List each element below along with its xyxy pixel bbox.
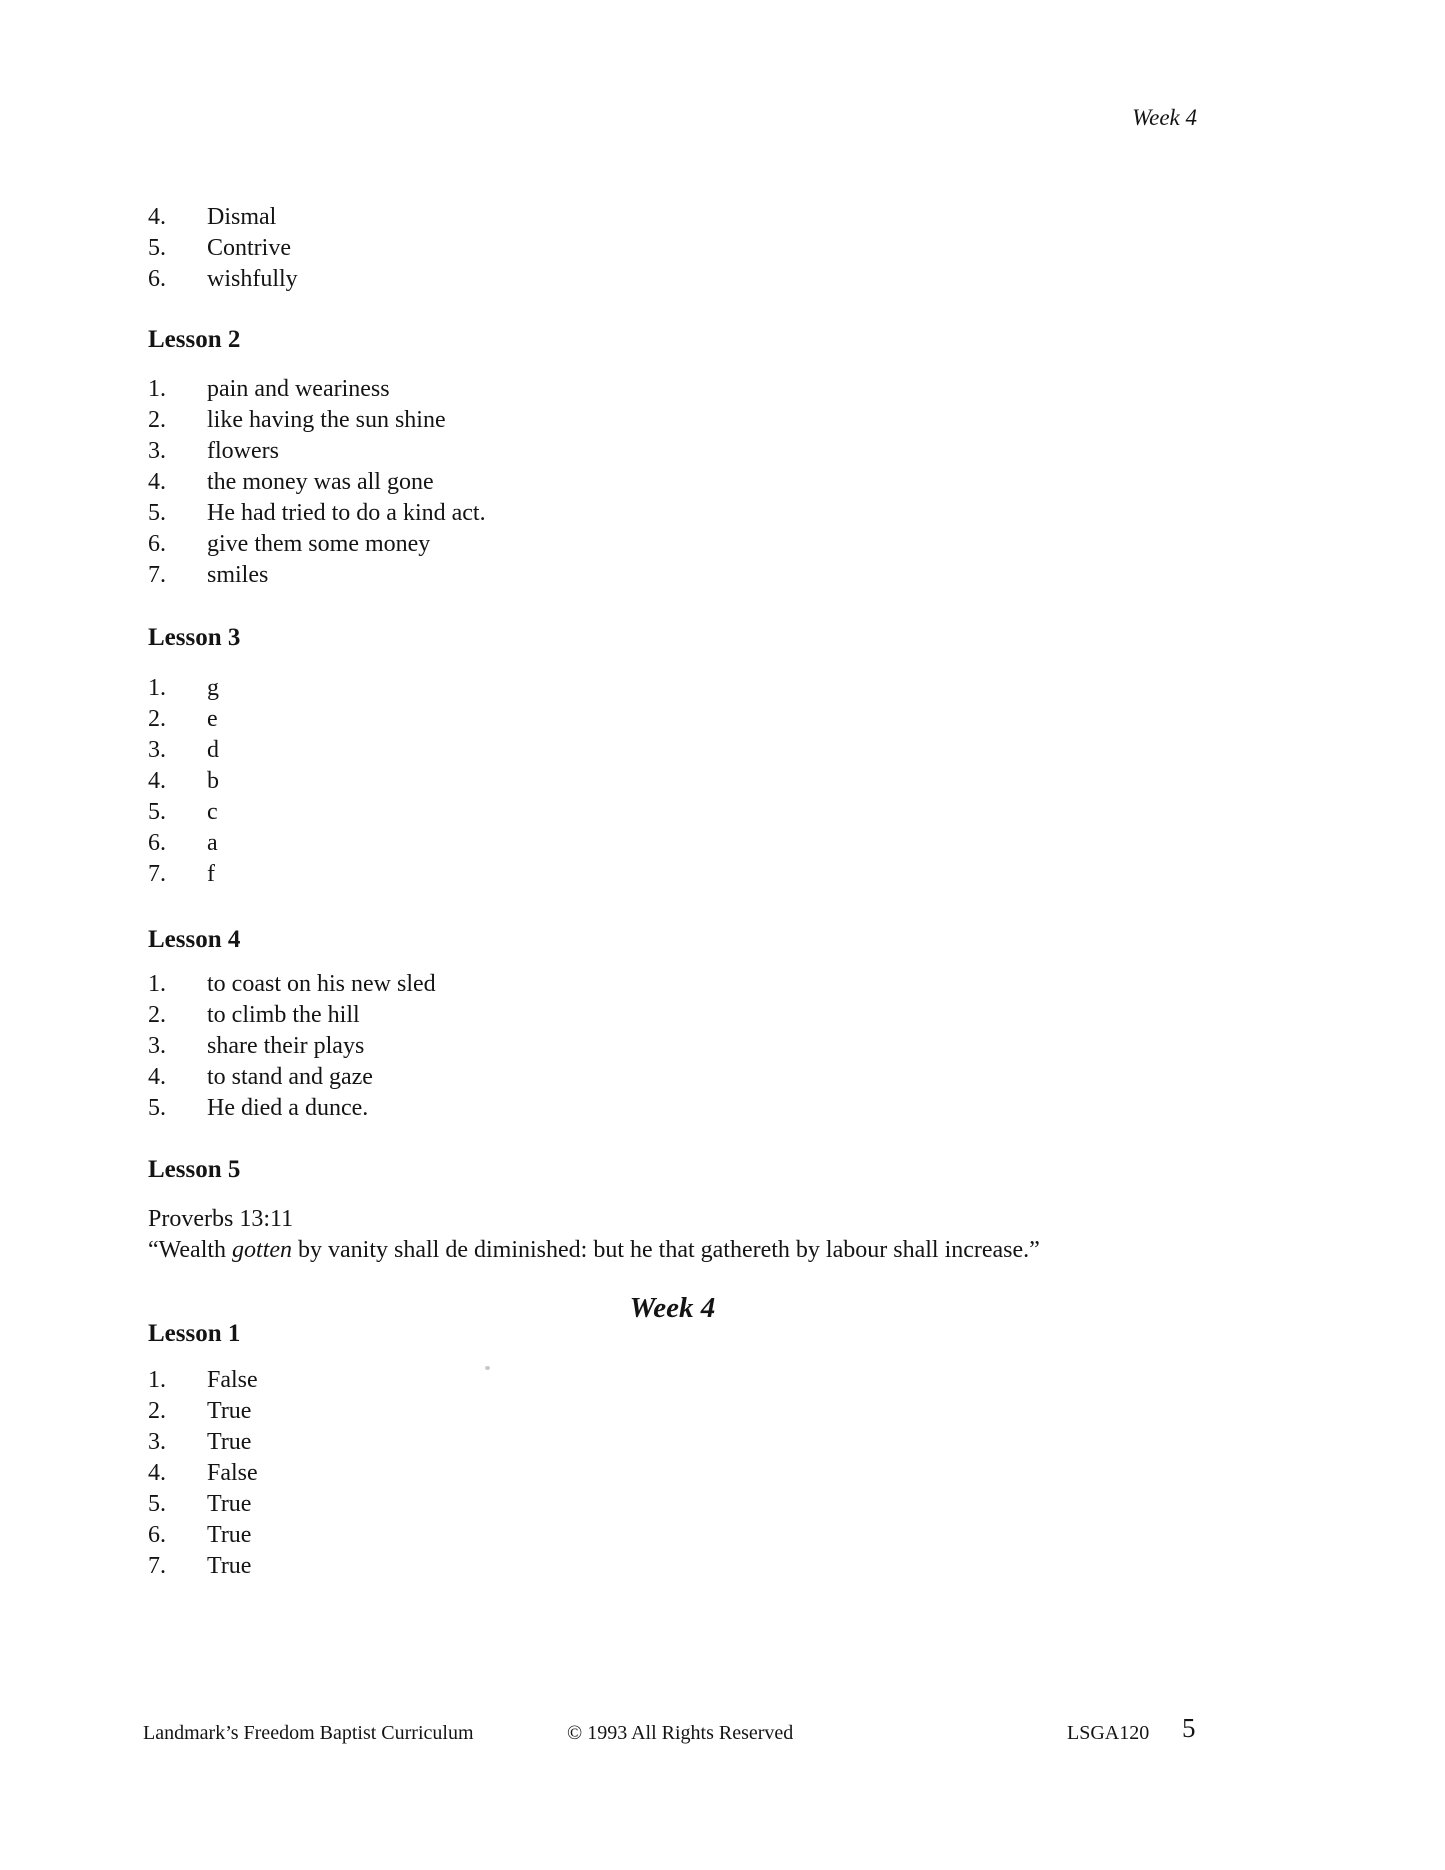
item-text: Contrive [207, 235, 291, 261]
item-number: 3. [148, 438, 166, 464]
answer-item [148, 1000, 1298, 1031]
answer-item [148, 467, 1298, 498]
item-text: the money was all gone [207, 469, 434, 495]
item-text: g [207, 675, 219, 701]
lesson-5-verse [148, 1204, 1298, 1266]
item-number: 3. [148, 1033, 166, 1059]
item-text: True [207, 1429, 252, 1455]
item-text: False [207, 1367, 258, 1393]
item-number: 5. [148, 500, 166, 526]
item-text: True [207, 1398, 252, 1424]
quote-open: “Wealth [148, 1237, 233, 1263]
item-text: Dismal [207, 204, 277, 230]
lesson-5-heading: Lesson 5 [148, 1156, 241, 1183]
item-text: b [207, 768, 219, 794]
item-number: 5. [148, 1491, 166, 1517]
item-text: True [207, 1553, 252, 1579]
page-header-week-label: Week 4 [1132, 105, 1197, 130]
item-text: f [207, 861, 215, 887]
week-divider-heading: Week 4 [629, 1292, 716, 1324]
lesson-4-heading: Lesson 4 [148, 926, 241, 953]
item-text: share their plays [207, 1033, 365, 1059]
answer-item [148, 704, 1298, 735]
item-number: 1. [148, 1367, 166, 1393]
answer-item [148, 1520, 1298, 1551]
item-text: like having the sun shine [207, 407, 446, 433]
footer-page-number: 5 [1182, 1713, 1196, 1743]
answer-item [148, 797, 1298, 828]
item-number: 6. [148, 531, 166, 557]
item-number: 5. [148, 799, 166, 825]
item-text: to stand and gaze [207, 1064, 373, 1090]
answer-item [148, 1489, 1298, 1520]
answer-item [148, 766, 1298, 797]
lesson-3-answer-list [148, 673, 1298, 890]
answer-item [148, 969, 1298, 1000]
answer-item [148, 1551, 1298, 1582]
item-text: smiles [207, 562, 269, 588]
answer-item [148, 1031, 1298, 1062]
answer-item [148, 859, 1298, 890]
answer-item [148, 498, 1298, 529]
item-text: to climb the hill [207, 1002, 360, 1028]
item-number: 5. [148, 235, 166, 261]
footer-course-code: LSGA120 [1067, 1722, 1150, 1744]
continuation-answer-list [148, 202, 1298, 295]
answer-item [148, 828, 1298, 859]
answer-item [148, 405, 1298, 436]
item-number: 4. [148, 1064, 166, 1090]
answer-item [148, 436, 1298, 467]
answer-item [148, 529, 1298, 560]
lesson-1-answer-list [148, 1365, 1298, 1582]
item-number: 1. [148, 675, 166, 701]
lesson-4-answer-list [148, 969, 1298, 1124]
answer-item [148, 374, 1298, 405]
answer-item [148, 1062, 1298, 1093]
answer-item [148, 264, 1298, 295]
item-text: False [207, 1460, 258, 1486]
item-number: 6. [148, 830, 166, 856]
item-text: True [207, 1522, 252, 1548]
item-number: 2. [148, 1002, 166, 1028]
item-text: He died a dunce. [207, 1095, 369, 1121]
item-number: 3. [148, 1429, 166, 1455]
item-text: pain and weariness [207, 376, 390, 402]
item-number: 6. [148, 1522, 166, 1548]
item-number: 3. [148, 737, 166, 763]
item-text: True [207, 1491, 252, 1517]
item-number: 1. [148, 971, 166, 997]
footer-publisher: Landmark’s Freedom Baptist Curriculum [143, 1722, 474, 1744]
verse-reference: Proverbs 13:11 [148, 1206, 294, 1232]
answer-item [148, 673, 1298, 704]
item-number: 7. [148, 562, 166, 588]
item-number: 7. [148, 861, 166, 887]
item-text: He had tried to do a kind act. [207, 500, 486, 526]
item-text: to coast on his new sled [207, 971, 436, 997]
verse-quote [148, 1235, 1298, 1266]
item-number: 2. [148, 706, 166, 732]
item-number: 4. [148, 768, 166, 794]
item-text: d [207, 737, 219, 763]
footer-copyright: © 1993 All Rights Reserved [567, 1722, 794, 1744]
item-number: 2. [148, 407, 166, 433]
item-number: 6. [148, 266, 166, 292]
answer-item [148, 1458, 1298, 1489]
item-number: 5. [148, 1095, 166, 1121]
answer-item [148, 1396, 1298, 1427]
item-number: 2. [148, 1398, 166, 1424]
item-number: 4. [148, 1460, 166, 1486]
answer-item [148, 1427, 1298, 1458]
answer-item [148, 735, 1298, 766]
answer-item [148, 1093, 1298, 1124]
answer-item [148, 202, 1298, 233]
answer-item [148, 1365, 1298, 1396]
item-text: flowers [207, 438, 279, 464]
item-number: 4. [148, 469, 166, 495]
item-number: 4. [148, 204, 166, 230]
lesson-3-heading: Lesson 3 [148, 624, 241, 651]
item-text: e [207, 706, 218, 732]
item-number: 1. [148, 376, 166, 402]
item-number: 7. [148, 1553, 166, 1579]
item-text: a [207, 830, 218, 856]
lesson-2-answer-list [148, 374, 1298, 591]
quote-italic-word: gotten [232, 1237, 293, 1263]
lesson-2-heading: Lesson 2 [148, 326, 241, 353]
item-text: give them some money [207, 531, 431, 557]
scan-speck [485, 1366, 490, 1370]
main-content [148, 0, 1298, 1582]
lesson-1-heading: Lesson 1 [148, 1320, 241, 1347]
item-text: c [207, 799, 218, 825]
answer-item [148, 560, 1298, 591]
quote-rest: by vanity shall de diminished: but he that gathereth by labour shall increase.” [292, 1237, 1040, 1263]
item-text: wishfully [207, 266, 298, 292]
answer-item [148, 233, 1298, 264]
